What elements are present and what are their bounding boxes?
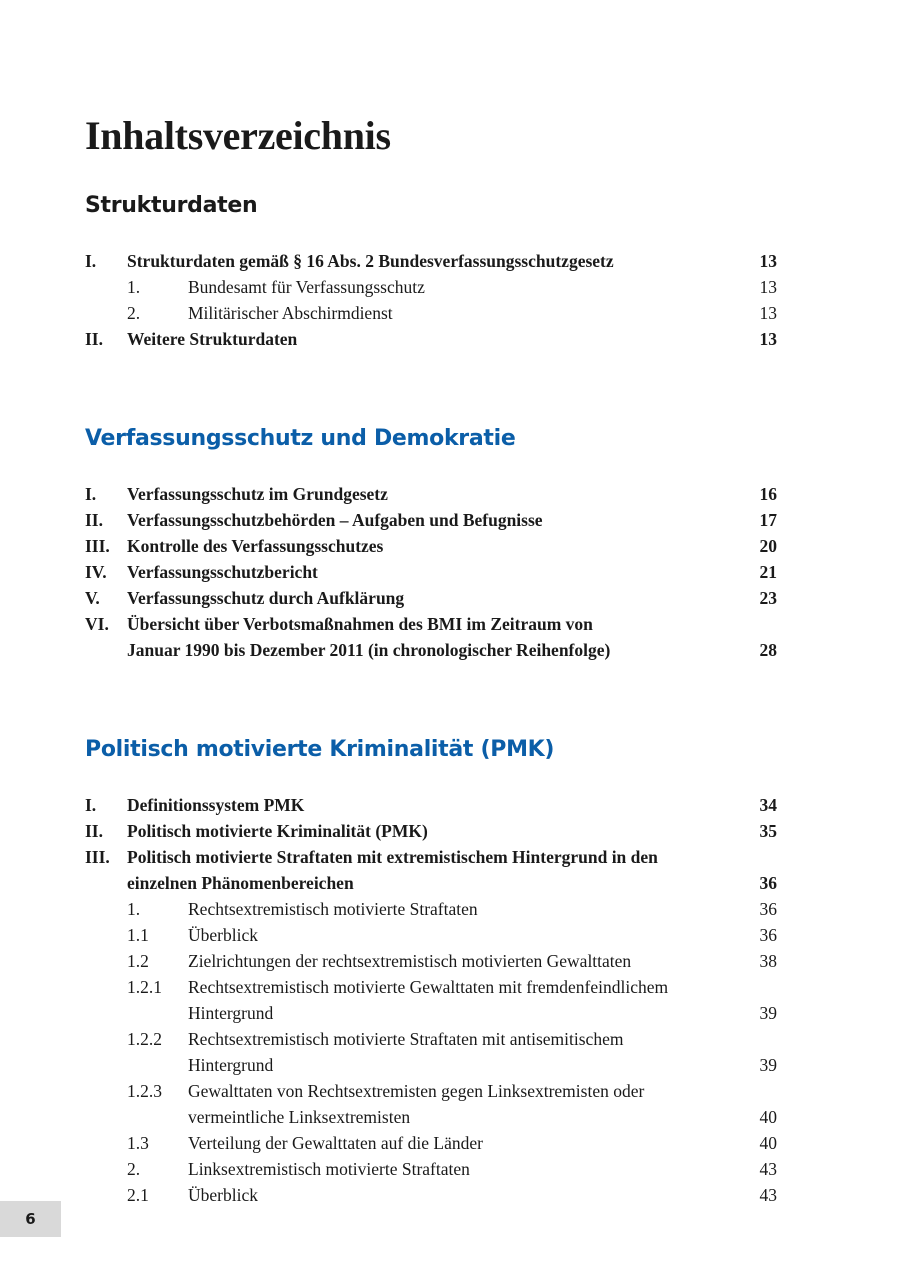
toc-entry-title-line: Kontrolle des Verfassungsschutzes [127, 536, 384, 556]
toc-entry-number: V. [85, 588, 100, 608]
toc-entry-page: 13 [759, 251, 777, 271]
toc-entry-number: VI. [85, 614, 109, 634]
toc-entry-title-line: Strukturdaten gemäß § 16 Abs. 2 Bundesverfassungsschutzgesetz [127, 251, 614, 271]
toc-entry-title [127, 507, 717, 533]
toc-entry[interactable] [85, 844, 777, 896]
toc-entry-number: I. [85, 795, 97, 815]
toc-entry-number: IV. [85, 562, 107, 582]
toc-entry-page: 36 [759, 899, 777, 919]
toc-entry[interactable] [85, 1026, 777, 1078]
toc-entry-page: 35 [759, 821, 777, 841]
toc-entry-number: 1.1 [127, 925, 149, 945]
toc-entry-number: 1.3 [127, 1133, 149, 1153]
toc-entry[interactable] [85, 533, 777, 559]
toc-entry[interactable] [85, 507, 777, 533]
toc-entry-page: 36 [759, 925, 777, 945]
toc-entry-number: II. [85, 821, 103, 841]
toc-entry-title-line: vermeintliche Linksextremisten [188, 1107, 411, 1127]
toc-entry-number: 1.2.1 [127, 977, 162, 997]
toc-entry-number: 1.2 [127, 951, 149, 971]
toc-entry-title [188, 1182, 717, 1208]
toc-entry-title-line: einzelnen Phänomenbereichen [127, 873, 354, 893]
toc-entry-title-line: Verfassungsschutzbericht [127, 562, 318, 582]
toc-entry-title [188, 974, 717, 1026]
toc-entry-number: II. [85, 510, 103, 530]
toc-entry-page: 13 [759, 303, 777, 323]
toc-entry-title-line: Hintergrund [188, 1055, 274, 1075]
toc-entry-page: 43 [759, 1159, 777, 1179]
toc-entry-title [188, 1156, 717, 1182]
toc-entry-page: 17 [759, 510, 777, 530]
toc-entry-title-line: Militärischer Abschirmdienst [188, 303, 393, 323]
toc-entry[interactable] [85, 1078, 777, 1130]
toc-entry-number: II. [85, 329, 103, 349]
toc-entry[interactable] [85, 611, 777, 663]
toc-entry-title [188, 896, 717, 922]
toc-entry-page: 20 [759, 536, 777, 556]
toc-entry-title [188, 1026, 717, 1078]
toc-entry-title [127, 533, 717, 559]
toc-entry-title [127, 326, 717, 352]
toc-entry-title-line: Weitere Strukturdaten [127, 329, 298, 349]
toc-entry-number: 2.1 [127, 1185, 149, 1205]
toc-entry[interactable] [85, 326, 777, 352]
toc-entry[interactable] [85, 792, 777, 818]
toc-entry-title-line: Politisch motivierte Straftaten mit extremistischem Hintergrund in den [127, 847, 658, 867]
toc-entry-page: 34 [759, 795, 777, 815]
toc-entry-number: 1.2.3 [127, 1081, 162, 1101]
toc-entry[interactable] [85, 922, 777, 948]
page-number: 6 [0, 1201, 61, 1237]
toc-entry-title-line: Rechtsextremistisch motivierte Straftaten [188, 899, 478, 919]
toc-entry-title-line: Januar 1990 bis Dezember 2011 (in chronologischer Reihenfolge) [127, 640, 611, 660]
toc-entry-title [127, 585, 717, 611]
toc-entry-title-line: Überblick [188, 925, 258, 945]
toc-entry-page: 23 [759, 588, 777, 608]
toc-entry-title [188, 300, 717, 326]
toc-entry-title-line: Rechtsextremistisch motivierte Gewalttaten mit fremdenfeindlichem [188, 977, 669, 997]
toc-section-2 [85, 792, 777, 1208]
toc-entry-number: 1. [127, 277, 141, 297]
toc-entry-page: 38 [759, 951, 777, 971]
toc-entry[interactable] [85, 585, 777, 611]
toc-entry-title [127, 818, 717, 844]
toc-entry-page: 13 [759, 277, 777, 297]
section-heading-strukturdaten: Strukturdaten [85, 193, 258, 218]
toc-entry[interactable] [85, 248, 777, 274]
toc-entry-title-line: Bundesamt für Verfassungsschutz [188, 277, 425, 297]
toc-entry-number: I. [85, 484, 97, 504]
toc-entry-title [127, 611, 717, 663]
toc-entry-title-line: Politisch motivierte Kriminalität (PMK) [127, 821, 428, 841]
toc-entry-title-line: Definitionssystem PMK [127, 795, 305, 815]
toc-entry[interactable] [85, 948, 777, 974]
toc-entry-title [188, 1130, 717, 1156]
toc-entry-title [127, 248, 717, 274]
toc-entry-page: 36 [759, 873, 777, 893]
toc-entry[interactable] [85, 1130, 777, 1156]
toc-entry[interactable] [85, 1156, 777, 1182]
toc-entry-title [127, 559, 717, 585]
toc-entry[interactable] [85, 300, 777, 326]
toc-entry-title-line: Verfassungsschutz durch Aufklärung [127, 588, 405, 608]
toc-entry-title [127, 792, 717, 818]
toc-entry[interactable] [85, 896, 777, 922]
toc-entry-title-line: Übersicht über Verbotsmaßnahmen des BMI im Zeitraum von [127, 614, 593, 634]
toc-section-1 [85, 481, 777, 663]
toc-entry-title-line: Gewalttaten von Rechtsextremisten gegen Linksextremisten oder [188, 1081, 645, 1101]
toc-entry-title-line: Zielrichtungen der rechtsextremistisch motivierten Gewalttaten [188, 951, 632, 971]
page-title: Inhaltsverzeichnis [85, 113, 391, 158]
toc-entry-number: III. [85, 847, 110, 867]
toc-entry[interactable] [85, 274, 777, 300]
section-heading-pmk: Politisch motivierte Kriminalität (PMK) [85, 737, 555, 762]
toc-entry-title [188, 922, 717, 948]
toc-entry-title [127, 481, 717, 507]
toc-entry-page: 21 [759, 562, 777, 582]
toc-entry-page: 28 [759, 640, 777, 660]
toc-entry-title-line: Verteilung der Gewalttaten auf die Länder [188, 1133, 483, 1153]
toc-entry[interactable] [85, 559, 777, 585]
toc-entry-title-line: Überblick [188, 1185, 258, 1205]
toc-entry[interactable] [85, 974, 777, 1026]
toc-entry-title-line: Rechtsextremistisch motivierte Straftaten mit antisemitischem [188, 1029, 624, 1049]
toc-entry-page: 39 [759, 1055, 777, 1075]
toc-entry-page: 40 [759, 1107, 777, 1127]
toc-entry-page: 16 [759, 484, 777, 504]
toc-entry-page: 13 [759, 329, 777, 349]
toc-entry-number: 1. [127, 899, 141, 919]
section-heading-verfassungsschutz: Verfassungsschutz und Demokratie [85, 426, 516, 451]
toc-entry-number: I. [85, 251, 97, 271]
toc-entry-title [127, 844, 717, 896]
toc-entry-number: 1.2.2 [127, 1029, 162, 1049]
toc-entry-title-line: Linksextremistisch motivierte Straftaten [188, 1159, 470, 1179]
toc-entry-title-line: Hintergrund [188, 1003, 274, 1023]
toc-entry-number: 2. [127, 303, 141, 323]
toc-entry-number: 2. [127, 1159, 141, 1179]
toc-entry[interactable] [85, 481, 777, 507]
toc-entry[interactable] [85, 1182, 777, 1208]
toc-entry-title [188, 1078, 717, 1130]
toc-entry-number: III. [85, 536, 110, 556]
toc-section-0 [85, 248, 777, 352]
toc-entry[interactable] [85, 818, 777, 844]
toc-entry-title-line: Verfassungsschutzbehörden – Aufgaben und Befugnisse [127, 510, 543, 530]
toc-entry-title-line: Verfassungsschutz im Grundgesetz [127, 484, 388, 504]
toc-entry-title [188, 274, 717, 300]
toc-entry-page: 43 [759, 1185, 777, 1205]
toc-entry-title [188, 948, 717, 974]
toc-entry-page: 39 [759, 1003, 777, 1023]
toc-entry-page: 40 [759, 1133, 777, 1153]
